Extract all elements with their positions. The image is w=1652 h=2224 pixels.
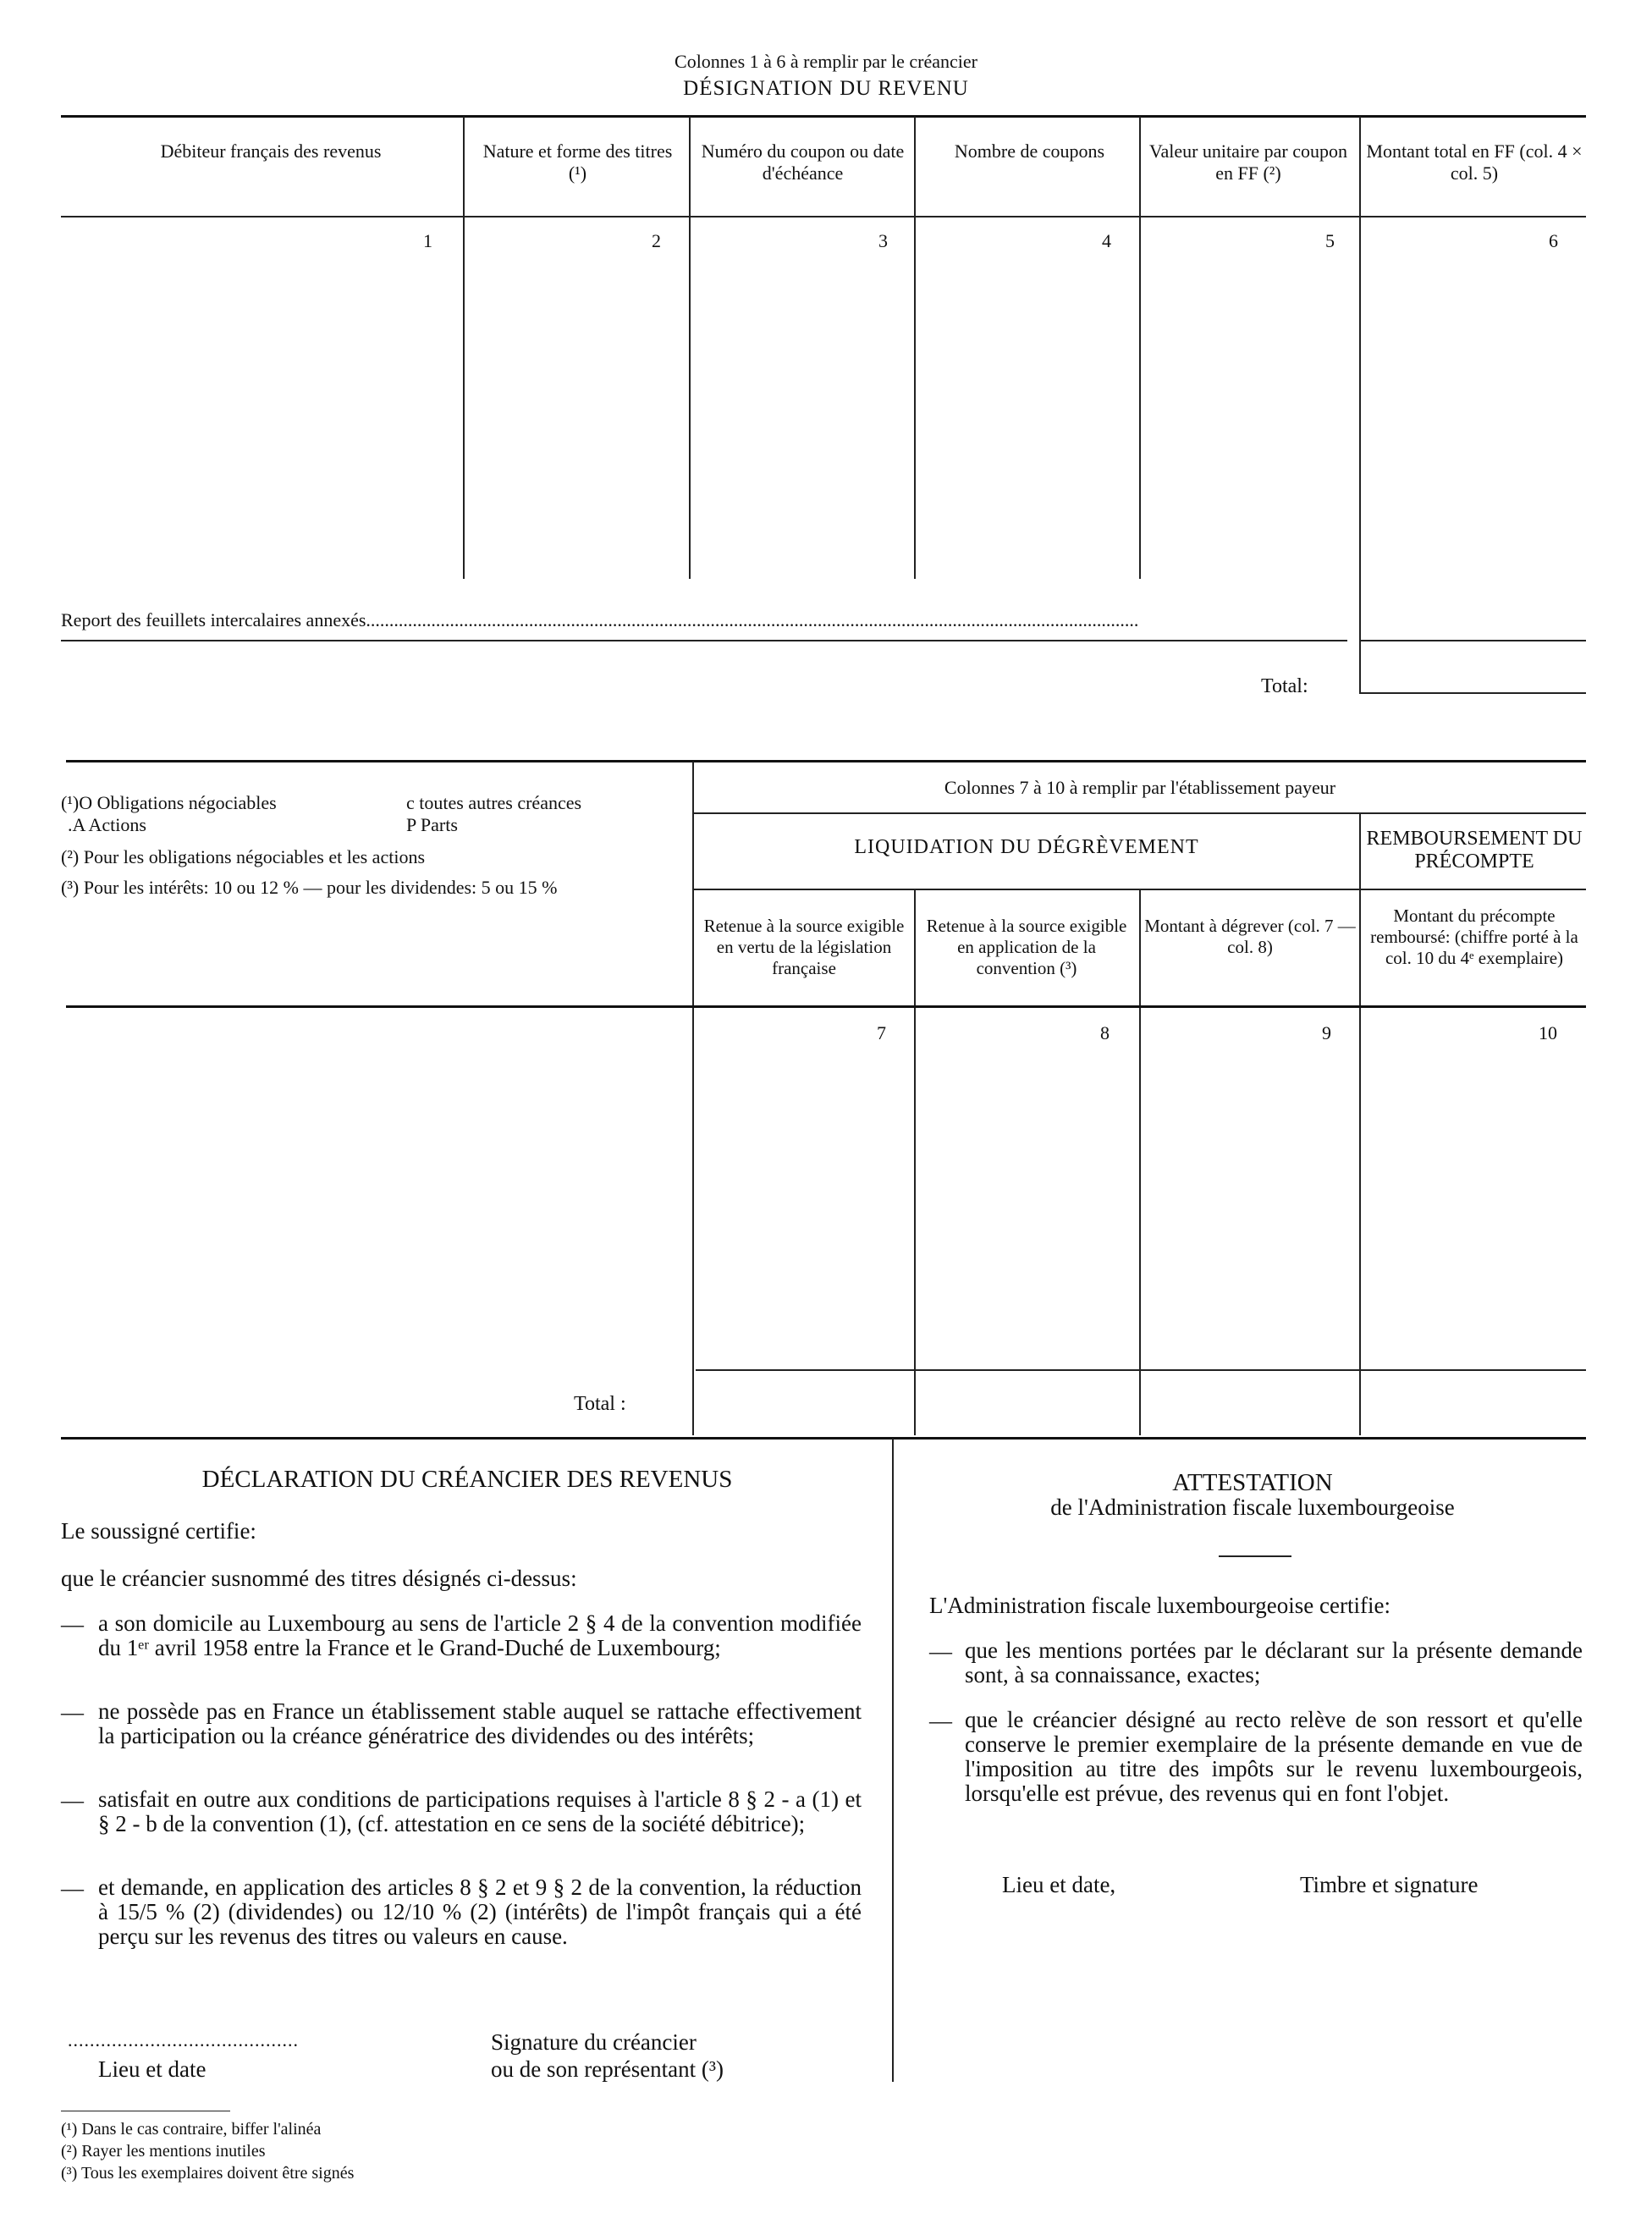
table2-header-retenue-fr: Retenue à la source exigible en vertu de la législation française xyxy=(703,916,905,978)
table1-header-rule xyxy=(61,216,1586,217)
table2-header-montant-degrever: Montant à dégrever (col. 7 — col. 8) xyxy=(1144,916,1356,957)
declaration-item-3: satisfait en outre aux conditions de participations requises à l'article 8 § 2 - a (1) et § 2 - b de la convention (1), (cf. attestation en ce sens de la société débitrice); xyxy=(98,1786,862,1836)
table2-col-number: 10 xyxy=(1539,1022,1557,1043)
table1-header-valeur: Valeur unitaire par coupon en FF (²) xyxy=(1149,140,1347,184)
table1-col-number: 2 xyxy=(652,230,661,251)
table1-col-number: 4 xyxy=(1102,230,1111,251)
item-dash: — xyxy=(61,1611,84,1637)
table2-header-rule xyxy=(66,1005,1586,1008)
table1-col-number: 6 xyxy=(1549,230,1558,251)
report-rule xyxy=(61,640,1347,641)
table2-divider xyxy=(1359,814,1361,1435)
table1-header-nombre: Nombre de coupons xyxy=(954,140,1105,162)
top-instruction: Colonnes 1 à 6 à remplir par le créancier xyxy=(675,51,977,72)
table2-total-rule xyxy=(696,1369,1586,1371)
section2-bottom-rule xyxy=(61,1437,1586,1440)
declaration-dots: .......................................... xyxy=(68,2029,299,2051)
declaration-signature-2: ou de son représentant (³) xyxy=(491,2056,724,2082)
section2-top-rule xyxy=(66,760,1586,762)
remboursement-heading: REMBOURSEMENT DU PRÉCOMPTE xyxy=(1366,828,1583,873)
table2-col-number: 9 xyxy=(1322,1022,1331,1043)
attestation-item-1: que les mentions portées par le déclarant sur la présente demande sont, à sa connaissance, exactes; xyxy=(965,1638,1583,1687)
item-dash: — xyxy=(929,1638,952,1664)
table1-top-rule xyxy=(61,115,1586,118)
total-rule-1 xyxy=(1359,692,1586,694)
declaration-title: DÉCLARATION DU CRÉANCIER DES REVENUS xyxy=(201,1466,733,1493)
page-title: DÉSIGNATION DU REVENU xyxy=(683,77,969,100)
item-dash: — xyxy=(929,1708,952,1733)
declaration-intro1: Le soussigné certifie: xyxy=(61,1518,256,1544)
legend-line2b: P Parts xyxy=(406,814,458,835)
legend-line4: (³) Pour les intérêts: 10 ou 12 % — pour les dividendes: 5 ou 15 % xyxy=(61,877,558,898)
table1-divider xyxy=(1139,117,1141,579)
declaration-intro2: que le créancier susnommé des titres désignés ci-dessus: xyxy=(61,1566,577,1591)
attestation-lieu: Lieu et date, xyxy=(1002,1872,1116,1897)
footnote-3: (³) Tous les exemplaires doivent être signés xyxy=(61,2164,355,2183)
table1-col-number: 3 xyxy=(878,230,888,251)
attestation-item-2: que le créancier désigné au recto relève de son ressort et qu'elle conserve le premier exemplaire de la présente demande en vue de l'imposition au titre des impôts sur le revenu luxembourgeois, lorsqu'elle est prévue, des revenus qui en font l'objet. xyxy=(965,1707,1583,1806)
declaration-signature-1: Signature du créancier xyxy=(491,2029,697,2055)
table1-header-coupon: Numéro du coupon ou date d'échéance xyxy=(701,140,905,184)
table1-divider xyxy=(463,117,465,579)
attestation-title: ATTESTATION xyxy=(1172,1469,1333,1496)
table2-col-number: 8 xyxy=(1100,1022,1110,1043)
liquidation-heading: LIQUIDATION DU DÉGRÈVEMENT xyxy=(854,836,1199,858)
table1-divider xyxy=(1359,117,1361,692)
table2-header-precompte: Montant du précompte remboursé: (chiffre porté à la col. 10 du 4ᵉ exemplaire) xyxy=(1370,906,1578,968)
table2-col-number: 7 xyxy=(877,1022,886,1043)
table2-divider xyxy=(692,762,694,1435)
declaration-item-2: ne possède pas en France un établissement stable auquel se rattache effectivement la participation ou la créance génératrice des dividendes ou des intérêts; xyxy=(98,1698,862,1748)
total-label-2: Total : xyxy=(574,1393,626,1415)
table1-divider xyxy=(914,117,916,579)
attestation-rule xyxy=(1219,1555,1291,1557)
table2-header-retenue-conv: Retenue à la source exigible en application de la convention (³) xyxy=(926,916,1127,978)
legend-line1a: (¹)O Obligations négociables xyxy=(61,792,277,813)
declaration-item-1: a son domicile au Luxembourg au sens de l'article 2 § 4 de la convention modifiée du 1ᵉʳ avril 1958 entre la France et le Grand-Duché de Luxembourg; xyxy=(98,1610,862,1660)
table1-col-number: 5 xyxy=(1325,230,1335,251)
report-label xyxy=(61,609,1322,631)
table2-instruction: Colonnes 7 à 10 à remplir par l'établissement payeur xyxy=(944,777,1336,798)
legend-line2a: .A Actions xyxy=(68,814,146,835)
table1-header-montant: Montant total en FF (col. 4 × col. 5) xyxy=(1366,140,1583,184)
legend-line3: (²) Pour les obligations négociables et les actions xyxy=(61,846,425,867)
attestation-intro: L'Administration fiscale luxembourgeoise certifie: xyxy=(929,1593,1390,1618)
item-dash: — xyxy=(61,1699,84,1725)
item-dash: — xyxy=(61,1875,84,1901)
table1-header-debiteur: Débiteur français des revenus xyxy=(160,140,382,162)
table1-col-number: 1 xyxy=(423,230,432,251)
declaration-item-4: et demande, en application des articles 8 § 2 et 9 § 2 de la convention, la réduction à 15/5 % (2) (dividendes) ou 12/10 % (2) (intérêts) de l'impôt français qui a été perçu sur les revenus des titres ou valeurs en cause. xyxy=(98,1874,862,1949)
table2-instruction-rule xyxy=(694,812,1586,814)
section3-divider xyxy=(892,1439,894,2082)
montant-subtotal-rule xyxy=(1359,640,1586,641)
table2-divider xyxy=(1139,890,1141,1435)
item-dash: — xyxy=(61,1787,84,1813)
report-text: Report des feuillets intercalaires annexés xyxy=(61,609,366,630)
table1-divider xyxy=(689,117,691,579)
table1-header-nature: Nature et forme des titres (¹) xyxy=(482,140,673,184)
declaration-lieu: Lieu et date xyxy=(98,2056,206,2082)
footnote-1: (¹) Dans le cas contraire, biffer l'alinéa xyxy=(61,2120,322,2139)
legend-line1b: c toutes autres créances xyxy=(406,792,582,813)
footnote-2: (²) Rayer les mentions inutiles xyxy=(61,2142,266,2161)
report-leader: ...................................................................................................................................................................... xyxy=(366,609,1139,630)
attestation-subtitle: de l'Administration fiscale luxembourgeoise xyxy=(1050,1495,1455,1520)
table2-divider xyxy=(914,890,916,1435)
total-label-1: Total: xyxy=(1261,675,1308,697)
attestation-timbre: Timbre et signature xyxy=(1300,1872,1479,1897)
